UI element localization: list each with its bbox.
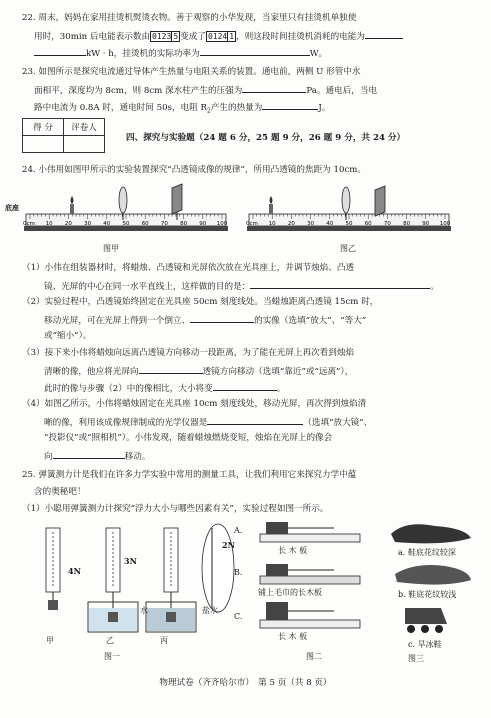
bench-tick-label: 10 — [268, 221, 276, 227]
score-header: 得 分 — [23, 119, 64, 136]
shoe-c-label: c. 旱冰鞋 — [408, 640, 442, 649]
shoe-b-label: b. 鞋底花纹较浅 — [398, 590, 457, 599]
label-yi: 乙 — [106, 636, 114, 645]
optical-bench-figure-a — [22, 180, 232, 250]
q23-text: 面相平，深度均为 8cm，则 8cm 深水柱产生的压强为 — [34, 86, 243, 96]
q25-line1: 25. 弹簧测力计是我们在许多力学实验中常用的测量工具，让我们利用它来探究力学中蕴 — [22, 470, 357, 480]
grader-header: 评卷人 — [64, 119, 105, 136]
wooden-board — [260, 620, 360, 628]
q23-line2 — [34, 83, 377, 97]
shallow-tread-shoe-icon — [395, 565, 471, 585]
bench-tick-label: 50 — [122, 221, 130, 227]
candle-icon — [70, 204, 74, 214]
q24-text: 向 — [44, 452, 53, 462]
liquid-salt-label: 盐水 — [202, 606, 218, 615]
metal-block-icon — [48, 600, 58, 610]
q22-line1: 22. 周末，妈妈在家用挂烫机熨烫衣物。善于观察的小华发现，当家里只有挂烫机单独使 — [22, 13, 357, 23]
wooden-board — [260, 534, 360, 542]
wooden-block-icon — [266, 564, 288, 576]
figure-b-caption: 图乙 — [340, 244, 356, 253]
q24-p2-line1: （2）实验过程中，凸透镜始终固定在光具座 50cm 刻度线处。当蜡烛距离凸透镜 15cm 时， — [22, 297, 379, 307]
roller-skate-icon — [405, 608, 447, 624]
row-c: C. — [234, 612, 243, 621]
friction-figure — [244, 516, 379, 651]
reading-4n: 4N — [68, 566, 81, 576]
figure-3-caption: 图三 — [408, 654, 424, 663]
answer-blank[interactable] — [365, 29, 403, 39]
q24-text: 。 — [276, 384, 286, 394]
row-b: B. — [234, 568, 243, 577]
q24-p4-line1: （4）如图乙所示，小伟将蜡烛固定在光具座 10cm 刻度线处，移动光屏，再次得到烛焰清 — [22, 399, 367, 409]
metal-block-icon — [166, 612, 176, 622]
q24-text: 的实像（选填“放大”、“等大” — [254, 316, 367, 326]
meter-from-digits: 0123 — [152, 32, 172, 41]
q24-p2-line2 — [44, 313, 366, 327]
q24-p4-line4 — [44, 449, 150, 463]
bench-tick-label: 20 — [287, 221, 295, 227]
bench-tick-label: 50 — [345, 221, 353, 227]
meter-to-decimal: 1 — [229, 32, 235, 41]
convex-lens-icon — [119, 187, 127, 213]
score-box — [22, 118, 105, 153]
candle-icon — [269, 204, 273, 214]
bench-tick-label: 80 — [403, 221, 411, 227]
grader-cell[interactable] — [64, 136, 105, 153]
answer-blank[interactable] — [34, 46, 86, 56]
q23-text: 产生的热量为 — [210, 103, 263, 113]
bench-tick-label: 20 — [64, 221, 72, 227]
towel-board — [260, 576, 360, 584]
bench-tick-label: 90 — [422, 221, 430, 227]
flame-icon — [270, 196, 273, 204]
q25-line2: 含的奥秘吧！ — [34, 487, 86, 497]
meter-reading-from — [150, 31, 180, 42]
bench-tick-label: 100 — [216, 221, 228, 227]
answer-blank[interactable] — [53, 449, 125, 459]
meter-from-decimal: 5 — [173, 32, 179, 41]
board-label-c: 长 木 板 — [278, 632, 308, 641]
magnified-scale-icon — [202, 524, 234, 612]
wheel-icon — [435, 625, 443, 633]
q24-p4-line2 — [44, 415, 372, 429]
deep-tread-shoe-icon — [391, 524, 471, 543]
q24-intro: 24. 小伟用如图甲所示的实验装置探究“凸透镜成像的规律”，所用凸透镜的焦距为 10cm。 — [22, 165, 367, 175]
wheel-icon — [407, 625, 415, 633]
bench-tick-label: 30 — [84, 221, 92, 227]
q24-text: 透镜方向移动（选填“靠近”或“远离”）， — [202, 367, 354, 377]
q24-p3-line3 — [44, 381, 285, 395]
answer-blank[interactable] — [242, 83, 306, 93]
subscript: 2 — [206, 107, 211, 115]
row-a: A. — [234, 526, 243, 535]
optical-bench-figure-b — [245, 180, 455, 250]
q22-text: W。 — [309, 49, 328, 59]
q23-text: J。 — [318, 103, 331, 113]
q24-text: （选填“放大镜”、 — [303, 418, 373, 428]
bench-tick-label: 60 — [364, 221, 372, 227]
bench-tick-label: 100 — [439, 221, 451, 227]
meter-reading-to — [206, 31, 236, 42]
q24-text: 移动光屏，可在光屏上得到一个倒立、 — [44, 316, 191, 326]
bench-tick-label: 40 — [326, 221, 334, 227]
answer-blank[interactable] — [213, 381, 277, 391]
meter-to-digits: 0124 — [207, 32, 228, 41]
q24-text: 晰的像，利用该成像规律制成的光学仪器是 — [44, 418, 208, 428]
board-label-b: 铺上毛巾的长木板 — [258, 588, 322, 597]
section-title: 四、探究与实验题（24 题 6 分，25 题 9 分，26 题 9 分，共 24 分） — [126, 133, 406, 143]
reading-2n: 2N — [222, 540, 235, 550]
q23-line1: 23. 如图所示是探究电流通过导体产生热量与电阻关系的装置。通电前，两侧 U 形管中水 — [22, 67, 361, 77]
q24-p1-line1: （1）小伟在组装器材时，将蜡烛、凸透镜和光屏依次放在光具座上，并调节烛焰、凸透 — [22, 263, 355, 273]
stacked-block-icon — [266, 602, 288, 620]
bench-tick-label: 80 — [180, 221, 188, 227]
bench-tick-label: 90 — [199, 221, 207, 227]
wheel-icon — [421, 625, 429, 633]
q24-text: 清晰的像，他应将光屏向 — [44, 367, 139, 377]
figure-a-caption: 图甲 — [103, 244, 119, 253]
reading-3n: 3N — [124, 556, 137, 566]
answer-blank[interactable] — [139, 364, 203, 374]
q24-p2-line3: 或“缩小”）。 — [44, 331, 92, 341]
light-screen-icon — [172, 184, 182, 214]
answer-blank[interactable] — [250, 279, 430, 289]
answer-blank[interactable] — [262, 100, 318, 110]
q23-text: Pa。通电后，当电 — [306, 86, 378, 96]
bench-unit-label: 0cm — [246, 221, 258, 227]
bench-tick-label: 60 — [141, 221, 149, 227]
metal-block-icon — [108, 612, 118, 622]
label-bing: 丙 — [160, 636, 168, 645]
bench-base-label: 底座 — [5, 203, 19, 212]
q23-line3 — [34, 100, 330, 118]
answer-blank[interactable] — [190, 313, 254, 323]
q22-text: kW · h，挂烫机的实际功率为 — [86, 49, 200, 59]
shoes-figure — [385, 516, 480, 651]
score-cell[interactable] — [23, 136, 64, 153]
light-screen-icon — [375, 186, 385, 216]
q24-p4-line3: “投影仪”或“照相机”）。小伟发现，随着蜡烛燃烧变短，烛焰在光屏上的像会 — [44, 433, 333, 443]
page-footer: 物理试卷（齐齐哈尔市） 第 5 页（共 8 页） — [159, 678, 332, 688]
bench-tick-label: 10 — [45, 221, 53, 227]
label-jia: 甲 — [46, 636, 54, 645]
q24-text: 移动。 — [124, 452, 151, 462]
q24-text: 。 — [430, 282, 439, 292]
answer-blank[interactable] — [207, 415, 303, 425]
q24-p3-line1: （3）接下来小伟将蜡烛向远离凸透镜方向移动一段距离，为了能在光屏上再次看到烛焰 — [22, 348, 355, 358]
bench-tick-label: 30 — [307, 221, 315, 227]
bench-tick-label: 40 — [103, 221, 111, 227]
convex-lens-icon — [342, 187, 350, 213]
bench-tick-label: 70 — [160, 221, 168, 227]
board-label-a: 长 木 板 — [278, 546, 308, 555]
answer-blank[interactable] — [200, 46, 310, 56]
q23-text: 路中电流为 0.8A 时，通电时间 50s，电阻 R — [34, 103, 207, 113]
shoe-a-label: a. 鞋底花纹较深 — [398, 548, 456, 557]
q22-text: ，则这段时间挂烫机消耗的电能为 — [236, 32, 365, 42]
wooden-block-icon — [266, 522, 288, 534]
q22-line2 — [34, 29, 403, 43]
bench-unit-label: 0cm — [23, 221, 35, 227]
figure-1-caption: 图一 — [104, 652, 120, 661]
q22-text: 变成了 — [180, 32, 206, 42]
q25-p1: （1）小聪用弹簧测力计探究“浮力大小与哪些因素有关”，实验过程如图一所示。 — [22, 504, 329, 514]
buoyancy-figure — [22, 518, 242, 648]
bench-tick-label: 70 — [383, 221, 391, 227]
flame-icon — [71, 196, 74, 204]
q24-p3-line2 — [44, 364, 353, 378]
q24-text: 镜、光屏的中心在同一水平直线上，这样做的目的是： — [44, 282, 251, 292]
q24-text: 此时的像与步骤（2）中的像相比，大小将变 — [44, 384, 213, 394]
q22-text: 用时，30min 后电能表示数由 — [34, 32, 151, 42]
q24-p1-line2 — [44, 279, 439, 293]
q22-line3 — [34, 46, 327, 60]
figure-2-caption: 图二 — [306, 652, 322, 661]
liquid-water-label: 水 — [140, 606, 148, 615]
